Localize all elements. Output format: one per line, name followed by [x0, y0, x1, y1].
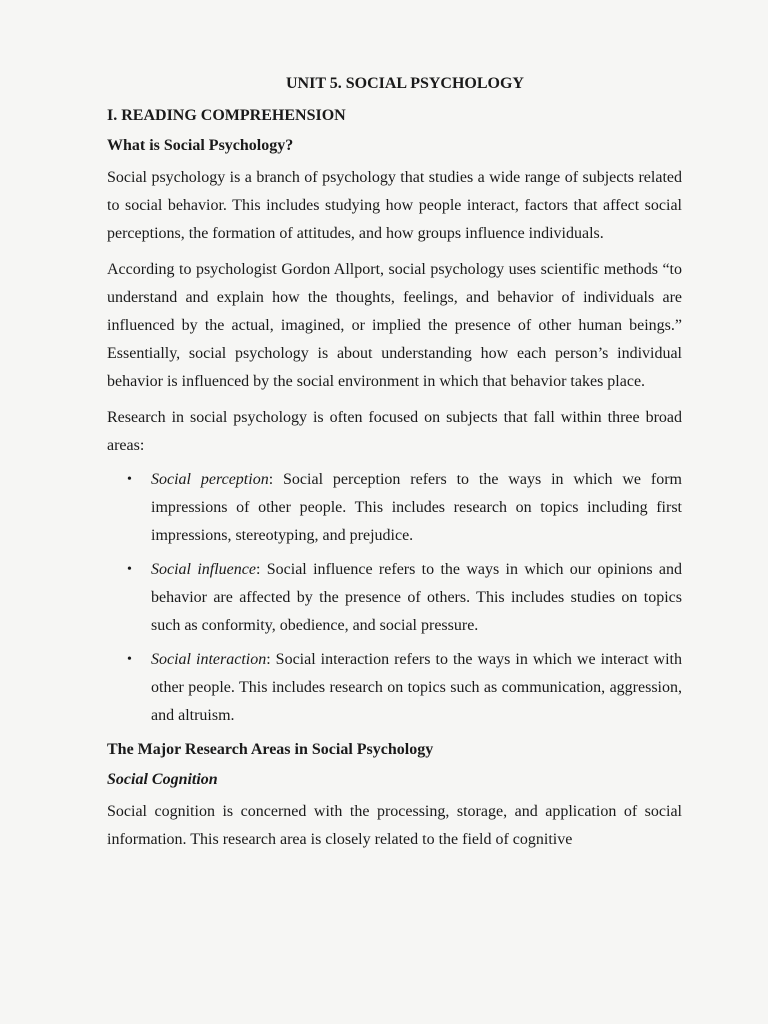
areas-bullet-list — [107, 466, 682, 730]
heading-major-research-areas: The Major Research Areas in Social Psychology — [107, 741, 434, 758]
bullet-term: Social perception — [151, 471, 269, 488]
section-title: I. READING COMPREHENSION — [107, 107, 346, 124]
unit-title: UNIT 5. SOCIAL PSYCHOLOGY — [286, 75, 524, 92]
heading-social-cognition: Social Cognition — [107, 771, 218, 788]
bullet-dot-icon: • — [127, 472, 132, 487]
bullet-item-social-influence — [127, 556, 682, 640]
paragraph-allport: According to psychologist Gordon Allport, social psychology uses scientific methods “to understand and explain how the thoughts, feelings, and behavior of individuals are influenced by the actual, imagined, or implied the presence of other human beings.” Essentially, social psychology is about understanding how each person’s individual behavior is influenced by the social environment in which that behavior takes place. — [107, 261, 682, 390]
bullet-text: : Social perception refers to the ways in which we form impressions of other people. This includes research on topics including first impressions, stereotyping, and prejudice. — [151, 471, 682, 544]
bullet-dot-icon: • — [127, 652, 132, 667]
bullet-text: : Social interaction refers to the ways in which we interact with other people. This includes research on topics such as communication, aggression, and altruism. — [151, 651, 683, 724]
heading-what-is-social-psychology: What is Social Psychology? — [107, 137, 294, 154]
bullet-item-social-interaction — [127, 646, 683, 730]
paragraph-social-cognition: Social cognition is concerned with the processing, storage, and application of social information. This research area is closely related to the field of cognitive — [107, 803, 682, 848]
bullet-term: Social influence — [151, 561, 256, 578]
bullet-dot-icon: • — [127, 562, 132, 577]
bullet-text: : Social influence refers to the ways in which our opinions and behavior are affected by the presence of others. This includes studies on topics such as conformity, obedience, and social pressure. — [151, 561, 682, 634]
paragraph-three-areas: Research in social psychology is often focused on subjects that fall within three broad areas: — [107, 409, 682, 454]
bullet-term: Social interaction — [151, 651, 267, 668]
bullet-item-social-perception — [127, 466, 682, 550]
paragraph-definition: Social psychology is a branch of psychology that studies a wide range of subjects related to social behavior. This includes studying how people interact, factors that affect social perceptions, the formation of attitudes, and how groups influence individuals. — [107, 169, 682, 242]
